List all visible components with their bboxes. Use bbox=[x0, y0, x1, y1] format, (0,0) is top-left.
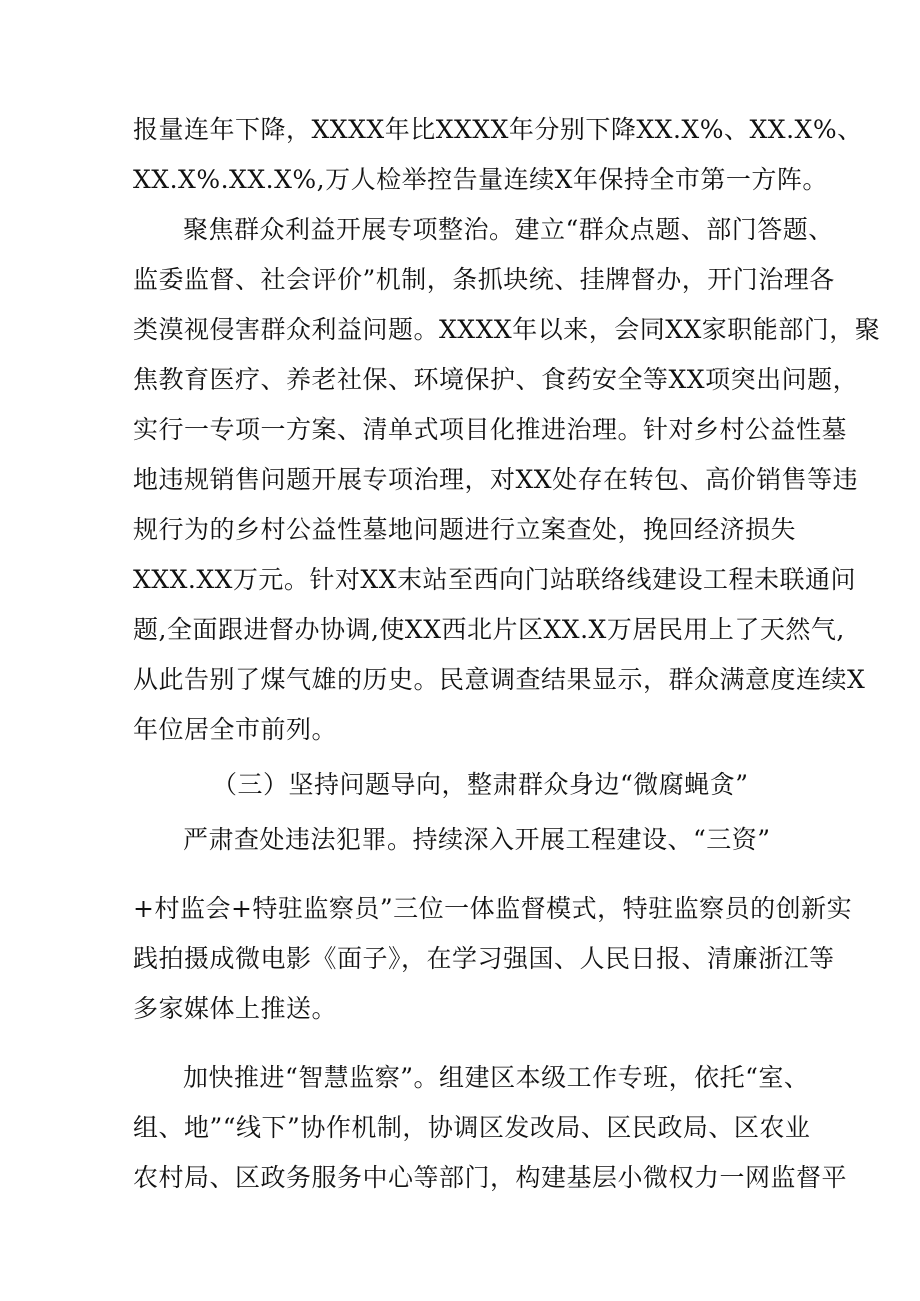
text-line: 实行一专项一方案、清单式项目化推进治理。针对乡村公益性墓 bbox=[133, 415, 848, 444]
text-line: 地违规销售问题开展专项治理，对XX处存在转包、高价销售等违 bbox=[133, 465, 859, 494]
paragraph-first-line: 聚焦群众利益开展专项整治。建立“群众点题、部门答题、 bbox=[183, 215, 834, 244]
text-line: 从此告别了煤气雄的历史。民意调查结果显示，群众满意度连续X bbox=[133, 665, 866, 694]
text-line: 监委监督、社会评价”机制，条抓块统、挂牌督办，开门治理各 bbox=[133, 265, 835, 294]
text-line: 组、地”“线下”协作机制，协调区发改局、区民政局、区农业 bbox=[133, 1113, 811, 1142]
section-heading: （三）坚持问题导向，整肃群众身边“微腐蝇贪” bbox=[212, 770, 749, 799]
text-line: 多家媒体上推送。 bbox=[133, 994, 338, 1023]
text-line: 题,全面跟进督办协调,使XX西北片区XX.X万居民用上了天然气, bbox=[133, 615, 845, 644]
paragraph-first-line: 严肃查处违法犯罪。持续深入开展工程建设、“三资” bbox=[183, 825, 771, 854]
text-line: XX.X%.XX.X%,万人检举控告量连续X年保持全市第一方阵。 bbox=[133, 165, 828, 194]
text-line: 焦教育医疗、养老社保、环境保护、食药安全等XX项突出问题， bbox=[133, 365, 859, 394]
text-line: +村监会+特驻监察员”三位一体监督模式，特驻监察员的创新实 bbox=[133, 894, 853, 923]
text-line: XXX.XX万元。针对XX末站至西向门站联络线建设工程未联通问 bbox=[133, 565, 857, 594]
text-line: 践拍摄成微电影《面子》，在学习强国、人民日报、清廉浙江等 bbox=[133, 944, 835, 973]
paragraph-first-line: 加快推进“智慧监察”。组建区本级工作专班，依托“室、 bbox=[183, 1063, 810, 1092]
text-line: 类漠视侵害群众利益问题。XXXX年以来，会同XX家职能部门，聚 bbox=[133, 315, 881, 344]
text-line: 报量连年下降，XXXX年比XXXX年分别下降XX.X%、XX.X%、 bbox=[133, 115, 863, 144]
text-line: 农村局、区政务服务中心等部门，构建基层小微权力一网监督平 bbox=[133, 1163, 848, 1192]
text-line: 年位居全市前列。 bbox=[133, 715, 338, 744]
text-line: 规行为的乡村公益性墓地问题进行立案查处，挽回经济损失 bbox=[133, 515, 797, 544]
